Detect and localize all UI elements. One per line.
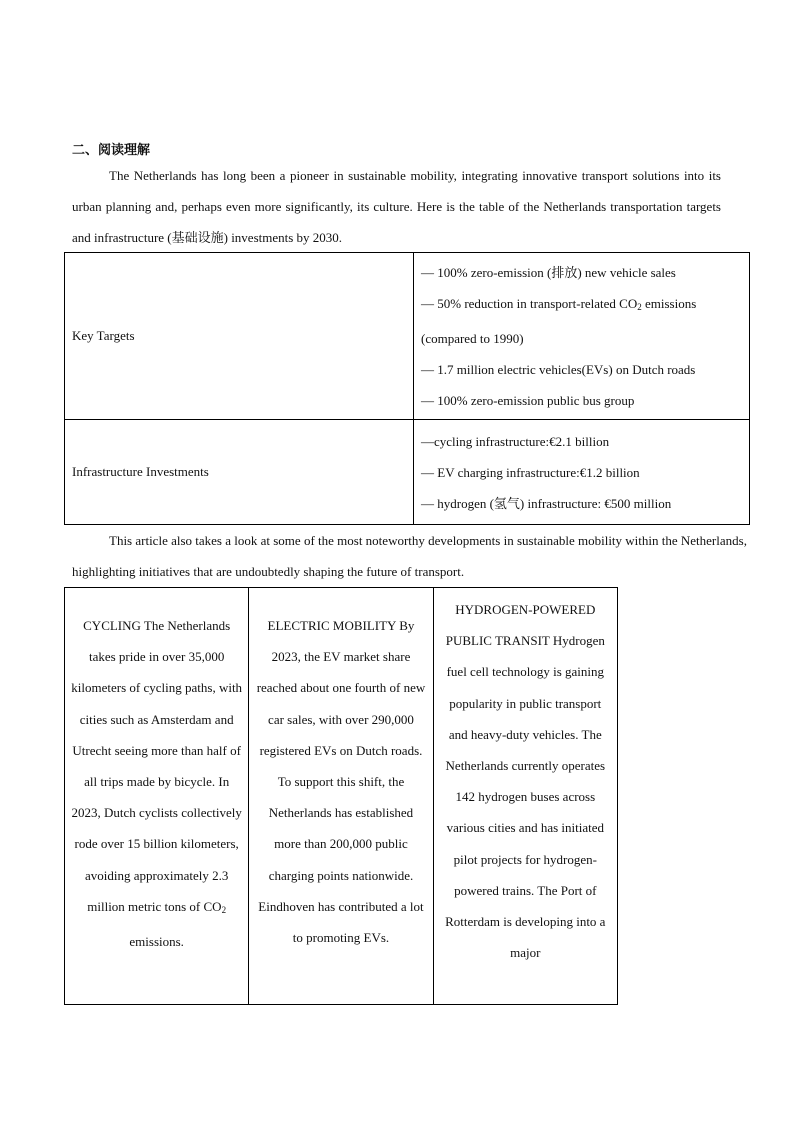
second-paragraph: This article also takes a look at some of the most noteworthy developments in sustainable mobility within the Netherlands, highlighting initiatives that are undoubtedly shaping the future of transport. — [72, 533, 747, 579]
developments-row — [65, 588, 618, 1005]
intro-paragraph: The Netherlands has long been a pioneer in sustainable mobility, integrating innovative transport solutions into its urban planning and, perhaps even more significantly, its culture. Here is the table of the Netherlands transportation targets and infrastructure (基础设施) investments by 2030. — [72, 168, 721, 245]
key-targets-label: Key Targets — [65, 253, 414, 420]
investment-item: — EV charging infrastructure:€1.2 billion — [421, 464, 640, 480]
targets-table — [64, 252, 750, 525]
section-title: 二、阅读理解 — [72, 143, 151, 158]
electric-mobility-cell — [249, 588, 433, 1005]
key-targets-list — [414, 253, 750, 420]
target-item: (compared to 1990) — [421, 330, 524, 346]
electric-mobility-text: ELECTRIC MOBILITY By 2023, the EV market share reached about one fourth of new car sales, with over 290,000 registered EVs on Dutch roads. To support this shift, the Netherlands has established more than 200,000 public charging points nationwide. Eindhoven has contributed a lot to promoting EVs. — [256, 618, 426, 946]
key-targets-row — [65, 253, 750, 420]
target-item: — 100% zero-emission (排放) new vehicle sales — [421, 264, 676, 280]
target-item: — 1.7 million electric vehicles(EVs) on Dutch roads — [421, 361, 696, 377]
target-item: — 100% zero-emission public bus group — [421, 392, 635, 408]
cycling-text: CYCLING The Netherlands takes pride in over 35,000 kilometers of cycling paths, with cities such as Amsterdam and Utrecht seeing more than half of all trips made by bicycle. In 2023, Dutch cyclists collectively rode over 15 billion kilometers, avoiding approximately 2.3 million metric tons of CO — [71, 618, 243, 914]
developments-table — [64, 587, 618, 1005]
investments-list — [414, 420, 750, 525]
investment-item: —cycling infrastructure:€2.1 billion — [421, 433, 610, 449]
cycling-cell: CYCLING The Netherlands takes pride in over 35,000 kilometers of cycling paths, with cities such as Amsterdam and Utrecht seeing more than half of all trips made by bicycle. In 2023, Dutch cyclists collectively rode over 15 billion kilometers, avoiding approximately 2.3 million metric tons of $CO_2$ emissions. — [65, 588, 249, 1005]
investment-item: — hydrogen (氢气) infrastructure: €500 million — [421, 495, 672, 511]
hydrogen-transit-cell — [433, 588, 617, 1005]
hydrogen-transit-text: HYDROGEN-POWERED PUBLIC TRANSIT Hydrogen fuel cell technology is gaining popularity in public transport and heavy-duty vehicles. The Netherlands currently operates 142 hydrogen buses across various cities and has initiated pilot projects for hydrogen-powered trains. The Port of Rotterdam is developing into a major — [445, 602, 606, 961]
investments-label: Infrastructure Investments — [65, 420, 414, 525]
target-item: — 50% reduction in transport-related $CO_2$ emissions — [421, 295, 697, 312]
investments-row — [65, 420, 750, 525]
